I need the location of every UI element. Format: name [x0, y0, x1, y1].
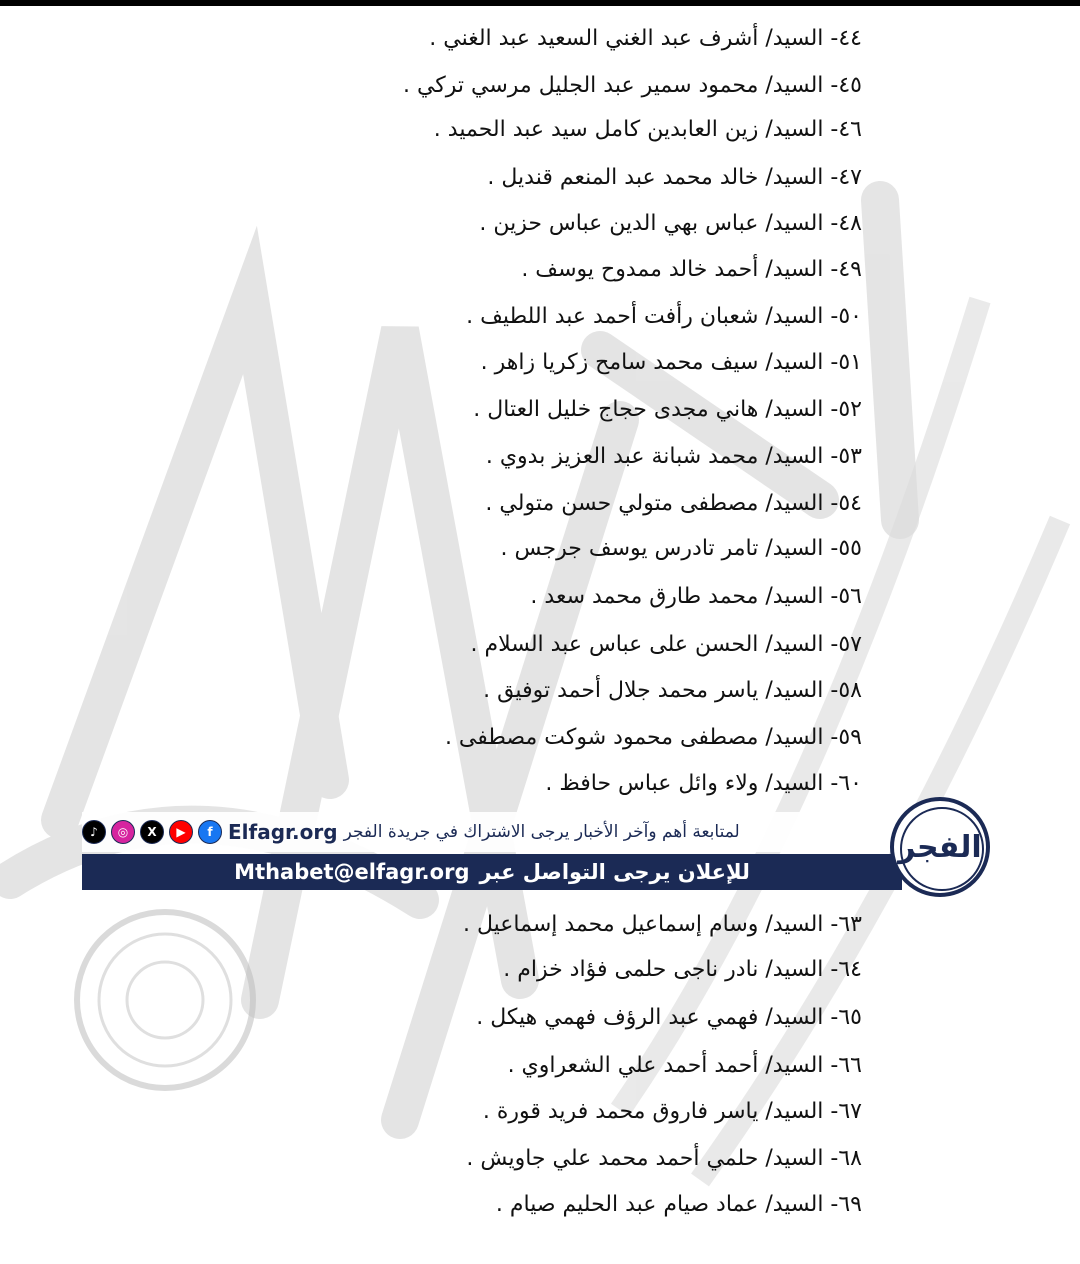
list-item: ٤٩- السيد/ أحمد خالد ممدوح يوسف .	[521, 257, 862, 282]
instagram-icon[interactable]: ◎	[111, 820, 135, 844]
follow-text: لمتابعة أهم وآخر الأخبار يرجى الاشتراك في جريدة الفجر	[343, 822, 740, 842]
list-item: ٥٢- السيد/ هاني مجدى حجاج خليل العتال .	[473, 397, 862, 422]
youtube-icon[interactable]: ▶	[169, 820, 193, 844]
list-item: ٥٣- السيد/ محمد شبانة عبد العزيز بدوي .	[485, 444, 862, 469]
site-link[interactable]: Elfagr.org	[228, 820, 338, 844]
list-item: ٤٨- السيد/ عباس بهي الدين عباس حزين .	[479, 211, 862, 236]
list-item: ٥٨- السيد/ ياسر محمد جلال أحمد توفيق .	[483, 678, 862, 703]
list-item: ٦٥- السيد/ فهمي عبد الرؤف فهمي هيكل .	[476, 1005, 862, 1030]
list-item: ٦٩- السيد/ عماد صيام عبد الحليم صيام .	[495, 1192, 862, 1217]
facebook-icon[interactable]: f	[198, 820, 222, 844]
list-item: ٥٤- السيد/ مصطفى متولي حسن متولي .	[485, 491, 862, 516]
ad-banner	[82, 854, 902, 890]
list-item: ٤٧- السيد/ خالد محمد عبد المنعم قنديل .	[487, 165, 862, 190]
list-item: ٥٧- السيد/ الحسن على عباس عبد السلام .	[470, 632, 862, 657]
list-item: ٦٠- السيد/ ولاء وائل عباس حافظ .	[545, 771, 862, 796]
list-item: ٥١- السيد/ سيف محمد سامح زكريا زاهر .	[480, 350, 862, 375]
list-item: ٤٥- السيد/ محمود سمير عبد الجليل مرسي تركي .	[402, 73, 862, 98]
list-item: ٥٥- السيد/ تامر تادرس يوسف جرجس .	[500, 536, 862, 561]
list-item: ٥٩- السيد/ مصطفى محمود شوكت مصطفى .	[444, 725, 862, 750]
ad-text: للإعلان يرجى التواصل عبر	[479, 860, 750, 884]
list-item: ٦٨- السيد/ حلمي أحمد محمد علي جاويش .	[466, 1146, 862, 1171]
list-item: ٦٧- السيد/ ياسر فاروق محمد فريد قورة .	[482, 1099, 862, 1124]
list-item: ٦٦- السيد/ أحمد أحمد علي الشعراوي .	[507, 1053, 862, 1078]
list-item: ٦٤- السيد/ نادر ناجى حلمى فؤاد خزام .	[503, 957, 862, 982]
list-item: ٤٤- السيد/ أشرف عبد الغني السعيد عبد الغني .	[429, 26, 862, 51]
list-item: ٥٠- السيد/ شعبان رأفت أحمد عبد اللطيف .	[466, 304, 862, 329]
list-item: ٥٦- السيد/ محمد طارق محمد سعد .	[530, 584, 862, 609]
contact-email[interactable]: Mthabet@elfagr.org	[234, 860, 470, 884]
elfagr-logo	[890, 797, 990, 897]
logo-text: الفجر	[898, 829, 982, 865]
follow-banner	[82, 812, 882, 852]
x-icon[interactable]: X	[140, 820, 164, 844]
list-item: ٦٣- السيد/ وسام إسماعيل محمد إسماعيل .	[463, 912, 862, 937]
list-item: ٤٦- السيد/ زين العابدين كامل سيد عبد الحميد .	[433, 117, 862, 142]
top-border	[0, 0, 1080, 6]
social-icons	[82, 820, 222, 844]
tiktok-icon[interactable]: ♪	[82, 820, 106, 844]
